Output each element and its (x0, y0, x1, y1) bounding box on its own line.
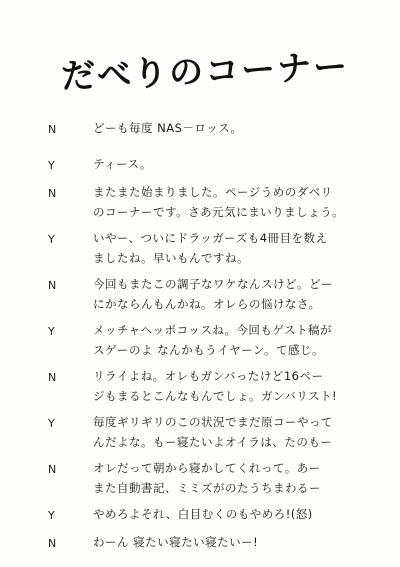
dialogue-line: んだよな。もー寝たいよオイラは、たのもー (93, 435, 333, 449)
dialogue-row (48, 458, 378, 504)
dialogue-row (48, 504, 378, 532)
dialogue-line: また自動書記、ミミズがのたうちまわるー (93, 481, 321, 495)
dialogue-line: やめろよそれ、白目むくのもやめろ!(怒) (93, 507, 313, 521)
speaker-label: Y (48, 417, 55, 430)
dialogue-row (48, 274, 378, 320)
dialogue-line: 毎度ギリギリのこの状況でまだ原コーやって (93, 415, 333, 429)
dialogue-line: ティース。 (93, 157, 152, 171)
speaker-label: N (48, 187, 57, 200)
dialogue-row (48, 154, 378, 182)
dialogue-line: オレだって朝から寝かしてくれって。あー (93, 461, 321, 475)
dialogue-row (48, 532, 378, 558)
speaker-label: Y (48, 159, 55, 172)
dialogue-line: ましたね。早いもんですね。 (93, 251, 249, 265)
dialogue-line: のコーナーです。さあ元気にまいりましょう。 (93, 205, 345, 219)
speaker-label: N (48, 371, 57, 384)
speaker-label: Y (48, 509, 55, 522)
dialogue-line: わーん 寝たい寝たい寝たいー! (93, 535, 259, 549)
dialogue-line: またまた始まりました。ページうめのダベリ (93, 185, 333, 199)
dialogue-line: にかならんもんかね。オレらの悩けなさ。 (93, 297, 321, 311)
speaker-label: N (48, 279, 57, 292)
speaker-label: Y (48, 233, 55, 246)
dialogue-list (48, 118, 378, 558)
speaker-label: Y (48, 325, 55, 338)
dialogue-row (48, 320, 378, 366)
dialogue-line: 今回もまたこの調子なワケなんスけど。どー (93, 277, 333, 291)
dialogue-line: メッチャヘッポコッスね。今回もゲスト稿が (93, 323, 332, 337)
page-title: だべりのコーナー (60, 46, 350, 98)
speaker-label: N (48, 463, 57, 476)
dialogue-row (48, 366, 378, 412)
speaker-label: N (48, 123, 57, 136)
dialogue-line: リライよね。オレもガンバったけど16ペー (93, 369, 324, 383)
speaker-label: N (48, 537, 57, 550)
dialogue-row (48, 412, 378, 458)
dialogue-row (48, 228, 378, 274)
dialogue-line: いやー、ついにドラッガーズも4冊目を数え (93, 231, 328, 245)
dialogue-line: ジもまるとこんなもんでしょ。ガンバリスト! (93, 389, 338, 403)
dialogue-line: どーも毎度 NAS－ロッス。 (93, 121, 243, 135)
dialogue-row (48, 182, 378, 228)
dialogue-row (48, 118, 378, 154)
dialogue-line: スゲーのよ なんかもうイヤーン。て感じ。 (93, 343, 325, 357)
